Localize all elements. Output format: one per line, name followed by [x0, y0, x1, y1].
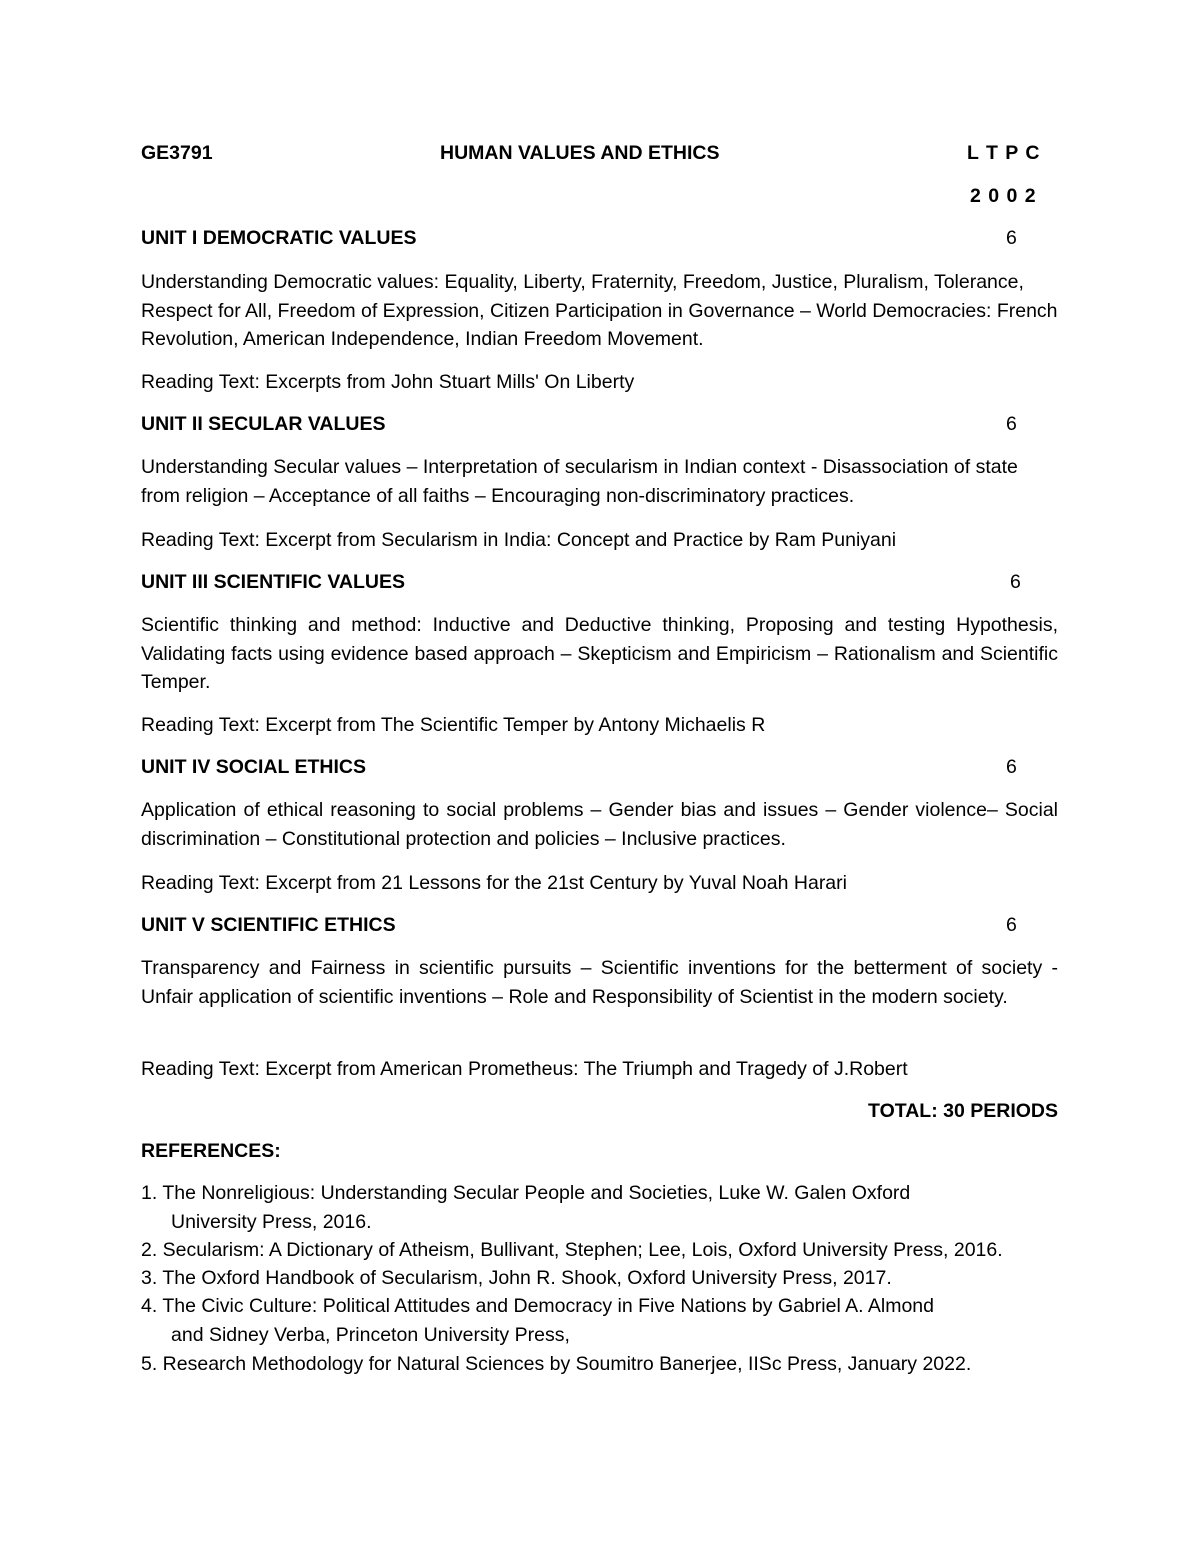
reference-item-5: [141, 1350, 971, 1379]
reference-line: 3. The Oxford Handbook of Secularism, John R. Shook, Oxford University Press, 2017.: [141, 1267, 892, 1289]
total-periods: TOTAL: 30 PERIODS: [868, 1100, 1058, 1122]
unit-1-content: Understanding Democratic values: Equality, Liberty, Fraternity, Freedom, Justice, Pluralism, Tolerance, Respect for All, Freedom of Expression, Citizen Participation in Governance – World Democracies: French Revolution, American Independence, Indian Freedom Movement.: [141, 271, 1058, 350]
unit-4-title: UNIT IV SOCIAL ETHICS: [141, 756, 366, 778]
course-title: HUMAN VALUES AND ETHICS: [440, 142, 720, 164]
reference-line: 5. Research Methodology for Natural Sciences by Soumitro Banerjee, IISc Press, January 2022.: [141, 1353, 972, 1375]
ltpc-values: 2 0 0 2: [970, 185, 1037, 207]
unit-4-hours: 6: [1006, 756, 1017, 778]
unit-2-content: Understanding Secular values – Interpretation of secularism in Indian context - Disassociation of state from religion – Acceptance of all faiths – Encouraging non-discriminatory practices.: [141, 456, 1018, 507]
ltpc-label: L T P C: [967, 142, 1041, 164]
reference-line: 2. Secularism: A Dictionary of Atheism, Bullivant, Stephen; Lee, Lois, Oxford University Press, 2016.: [141, 1239, 1003, 1261]
unit-1-reading: Reading Text: Excerpts from John Stuart Mills' On Liberty: [141, 371, 635, 393]
unit-5-hours: 6: [1006, 914, 1017, 936]
reference-item-1: [141, 1179, 910, 1236]
unit-5-content: Transparency and Fairness in scientific pursuits – Scientific inventions for the betterment of society - Unfair application of scientific inventions – Role and Responsibility of Scientist in the modern society.: [141, 957, 1058, 1008]
reference-item-2: [141, 1236, 1003, 1265]
reference-item-4: [141, 1292, 934, 1349]
unit-3-title: UNIT III SCIENTIFIC VALUES: [141, 571, 405, 593]
unit-3-content: Scientific thinking and method: Inductive and Deductive thinking, Proposing and testing Hypothesis, Validating facts using evidence based approach – Skepticism and Empiricism – Rationalism and Scientific Temper.: [141, 614, 1058, 693]
course-code: GE3791: [141, 142, 213, 164]
unit-3-reading: Reading Text: Excerpt from The Scientific Temper by Antony Michaelis R: [141, 714, 766, 736]
reference-line-cont: University Press, 2016.: [171, 1210, 372, 1233]
unit-4-reading: Reading Text: Excerpt from 21 Lessons for the 21st Century by Yuval Noah Harari: [141, 872, 847, 894]
reference-line: 4. The Civic Culture: Political Attitudes and Democracy in Five Nations by Gabriel A. Almond: [141, 1295, 934, 1317]
unit-2-reading: Reading Text: Excerpt from Secularism in India: Concept and Practice by Ram Puniyani: [141, 529, 897, 551]
reference-line: 1. The Nonreligious: Understanding Secular People and Societies, Luke W. Galen Oxford: [141, 1182, 911, 1204]
unit-2-title: UNIT II SECULAR VALUES: [141, 413, 386, 435]
reference-line-cont: and Sidney Verba, Princeton University Press,: [171, 1323, 570, 1346]
references-heading: REFERENCES:: [141, 1140, 281, 1162]
unit-5-reading: Reading Text: Excerpt from American Prometheus: The Triumph and Tragedy of J.Robert: [141, 1058, 908, 1080]
unit-2-hours: 6: [1006, 413, 1017, 435]
unit-4-content: Application of ethical reasoning to social problems – Gender bias and issues – Gender violence– Social discrimination – Constitutional protection and policies – Inclusive practices.: [141, 799, 1058, 850]
unit-1-hours: 6: [1006, 227, 1017, 249]
unit-5-title: UNIT V SCIENTIFIC ETHICS: [141, 914, 396, 936]
reference-item-3: [141, 1264, 892, 1293]
unit-3-hours: 6: [1010, 571, 1021, 593]
unit-1-title: UNIT I DEMOCRATIC VALUES: [141, 227, 417, 249]
